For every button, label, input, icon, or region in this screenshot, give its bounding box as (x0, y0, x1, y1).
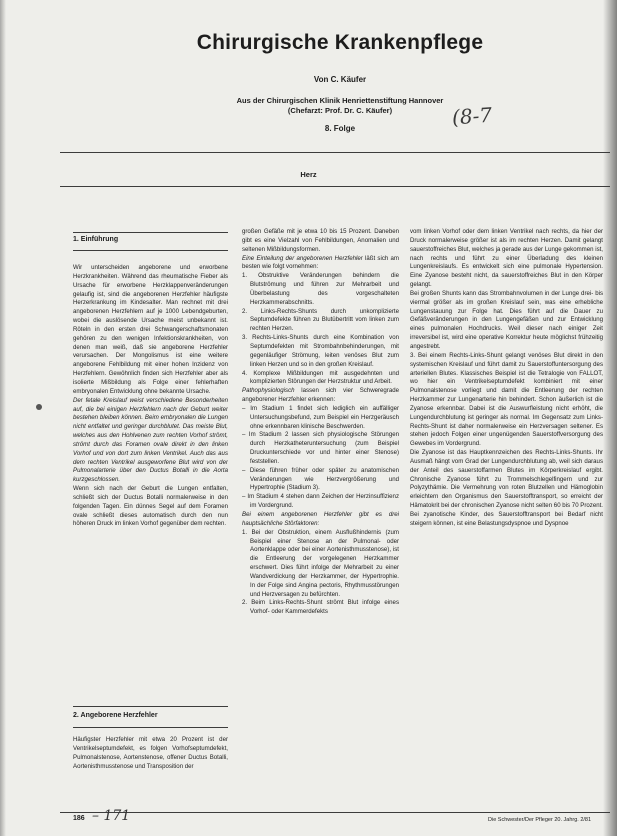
paragraph: Wir unterscheiden angeborene und erworbene Herzkrankheiten. Während das rheumatische Fieber als Ursache für erworbene Herzklappenveränderungen gelaufig ist, sind die angeborenen Herzfehler häufigste Herzerkrankung im Kindesalter. Man rechnet mit drei angeborenen Herzfehlern auf je 1000 Lebendgeburten, wobei die auslösende Ursache meist unbekannt ist. Röteln in den ersten drei Schwangerschaftsmonaten gehören zu den wenigen Infektionskrankheiten, von denen man weiß, daß sie angeborene Herzfehler verursachen. Der Mongolismus ist eine weitere angeborene Fehlbildung mit einer hohen Inzidenz von Herzfehlern. Gewöhnlich finden sich Herzfehler aber als isolierte Mißbildung als Folge einer fehlerhaften embryonalen Entwicklung ohne bekannte Ursache. (73, 264, 228, 395)
column-3 (410, 228, 603, 813)
divider-section (60, 186, 610, 187)
paragraph: Die Zyanose ist das Hauptkennzeichen des Rechts-Links-Shunts. Ihr Ausmaß hängt vom Grad der Lungendurchblutung ab, weil sich daraus der Anteil des sauerstoffarmen Blutes im Körperkreislauf ergibt. Chronische Zyanose führt zu Trommelschlegelfingern und zur Polyzythämie. Die Vermehrung von roten Blutzellen und Hämoglobin erleichtern den Organismus den Sauerstofftransport, so erreicht der Hämatokrit bei der chronischen Zyanose nicht selten 60 bis 70 Prozent. Bei zyanotische Kinder, des Sauerstofftransport bei Bedarf nicht steigern können, ist eine Belastungsdyspnoe und Dyspnoe (410, 449, 603, 527)
list-item: – Diese führen früher oder später zu anatomischen Veränderungen wie Herzvergrößerung und Hypertrophie (Stadium 3). (242, 466, 399, 492)
paragraph: großen Gefäße mit je etwa 10 bis 15 Prozent. Daneben gibt es eine Vielzahl von Fehlbildungen, Anomalien und seltenen Mißbildungsformen. (242, 228, 399, 253)
list-item: 1. Obstruktive Veränderungen behindern die Blutströmung und führen zur Mehrarbeit und Überbelastung des vorgeschalteten Herzkammerabschnitts. (242, 272, 399, 306)
margin-mark (36, 404, 42, 410)
list-item: – Im Stadium 2 lassen sich physiologische Störungen durch Herzkatheteruntersuchung (zum Beispiel Druckunterschiede vor und hinter einer Stenose) feststellen. (242, 431, 399, 465)
heading-einfuehrung: 1. Einführung (73, 236, 119, 243)
handwritten-note: (8-7 (451, 102, 493, 130)
page-number: 186 (73, 815, 85, 822)
heading-rule-2b (73, 727, 228, 728)
heading-rule-2 (73, 706, 228, 707)
list-item: 1. Bei der Obstruktion, einem Ausflußhindernis (zum Beispiel einer Stenose an der Pulmonal- oder Aortenklappe oder bei einer Aortenisthmusstenose), ist die Entleerung der vorgelegenen Herzkammer erschwert. Dies führt infolge der Mehrarbeit zu einer Wandverdickung der Herzkammer, der Hypertrophie. In der Folge sind Angina pectoris, Rhythmusstörungen und Herzversagen zu befürchten. (242, 528, 399, 598)
paragraph: Bei großen Shunts kann das Strombahnvolumen in der Lunge drei- bis viermal größer als im großen Kreislauf sein, was eine erhebliche Lungenstauung zur Folge hat. Dies führt auf die Dauer zu Gefäßveränderungen in den Lungengefäßen und zur Entwicklung eines pulmonalen Hochdrucks. Weil dieser nach einiger Zeit irreversibel ist, wird eine operative Korrektur heute möglichst frühzeitig angestrebt. (410, 289, 603, 350)
paragraph (242, 387, 399, 405)
paragraph: Bei einem angeborenen Herzfehler gibt es drei hauptsächliche Störfaktoren: (242, 511, 399, 527)
paragraph: Der fetale Kreislauf weist verschiedene Besonderheiten auf, die bei einigen Herzfehlern nach der Geburt weiter bestehen bleiben können. Beim embryonalen die Lungen nicht entfaltet und geringer durchblutet. Das meiste Blut, welches aus den Hohlvenen zum rechten Vorhof strömt, strömt durch das Foramen ovale direkt in den linken Vorhof und von dort zum linken Ventrikel. Auch das aus dem rechten Ventrikel ausgeworfene Blut wird von der Pulmonalarterie über den Ductus Botalli in die Aorta kurzgeschlossen. (73, 396, 228, 484)
inline-emphasis: Pathophysiologisch (242, 387, 295, 395)
article-author: Von C. Käufer (313, 75, 367, 84)
column-1 (73, 264, 228, 704)
heading-rule-1b (73, 250, 228, 251)
paragraph: vom linken Vorhof oder dem linken Ventrikel nach rechts, da hier der Druck normalerweise größer ist als im rechten Herzen. Damit gelangt sauerstoffreiches Blut, welches ja gerade aus der Lunge gekommen ist, nach rechts und führt zu einer Überladung des kleinen Lungenkreislaufs. Es entwickelt sich eine pulmonale Hypertension. Eine Zyanose besteht nicht, da sauerstoffreiches Blut in den Körper gelangt. (410, 228, 603, 289)
affiliation-line-2: (Chefarzt: Prof. Dr. C. Käufer) (287, 106, 393, 115)
list-item: 4. Komplexe Mißbildungen mit ausgedehnten und komplizierten Störungen der Herzstruktur und Arbeit. (242, 369, 399, 386)
inline-text: lassen sich vier Schweregrade angeborener Herzfehler erkennen: (242, 387, 399, 404)
article-title: Chirurgische Krankenpflege (196, 31, 484, 54)
affiliation-line-1: Aus der Chirurgischen Klinik Henriettenstiftung Hannover (236, 96, 444, 105)
column-2 (242, 228, 399, 813)
list-item: 2. Links-Rechts-Shunts durch unkomplizierte Septumdefekte führen zu Blutübertritt vom linken zum rechten Herzen. (242, 307, 399, 333)
scan-shadow-left (0, 0, 6, 836)
paragraph: Häufigster Herzfehler mit etwa 20 Prozent ist der Ventrikelseptumdefekt, es folgen Vorhofseptumdefekt, Pulmonalstenose, Aortenstenose, offener Ductus Botalli, Aortenisthmusstenose und Transposition der (73, 736, 228, 770)
journal-reference: Die Schwester/Der Pfleger 20. Jahrg. 2/81 (488, 817, 592, 823)
list-item: 3. Rechts-Links-Shunts durch eine Kombination von Septumdefekten mit Strombahnbehinderungen, mit gegenläufiger Strömung, leiten venöses Blut zum linken Herzen und so in den großen Kreislauf. (242, 334, 399, 368)
scan-shadow-right (603, 0, 617, 836)
column-1-continued (73, 736, 228, 816)
list-item: – Im Stadium 1 findet sich lediglich ein auffälliger Untersuchungsbefund, zum Beispiel ein Herzgeräusch ohne erkennbaren klinische Beschwerden. (242, 404, 399, 430)
inline-emphasis: Eine Einteilung der angeborenen Herzfehler (242, 254, 363, 262)
divider-top (60, 152, 610, 153)
series-part: 8. Folge (324, 124, 356, 133)
paragraph: 3. Bei einem Rechts-Links-Shunt gelangt venöses Blut direkt in den systemischen Kreislauf und führt damit zu Sauerstoffuntersorgung des arteriellen Blutes. Klassisches Beispiel ist die Tetralogie von FALLOT, wo hier ein Ventrikelseptumdefekt kombiniert mit einer Pulmonalstenose vorliegt und damit die Entleerung der rechten Herzkammer zur Lungenarterie hin behindert. Schon äußerlich ist die Zyanose erkennbar. Dabei ist die Auswurfleistung nicht erhöht, die Lungendurchblutung ist geringer als normal. Im Gegensatz zum Links-Rechts-Shunt ist daher normalerweise ein Herzversagen seltener. Es stehen jedoch Folgen einer ungenügenden Sauerstoffversorgung des Gewebes im Vordergrund. (410, 351, 603, 448)
list-item: 2. Beim Links-Rechts-Shunt strömt Blut infolge eines Vorhof- oder Kammerdefekts (242, 599, 399, 616)
handwritten-page-number: – 171 (92, 808, 131, 824)
divider-footer (60, 812, 610, 813)
paragraph: Wenn sich nach der Geburt die Lungen entfalten, schließt sich der Ductus Botalli normalerweise in den folgenden Tagen. Ein dünnes Segel auf dem Foramen ovale schließt dieses automatisch durch den nun höheren Druck im linken Vorhof gegenüber dem rechten. (73, 485, 228, 528)
heading-rule-1 (73, 232, 228, 233)
heading-angeborene-herzfehler: 2. Angeborene Herzfehler (73, 712, 158, 719)
section-heading: Herz (300, 170, 317, 179)
inline-text: läßt sich am besten wie folgt vornehmen: (242, 254, 399, 271)
list-item: – Im Stadium 4 stehen dann Zeichen der Herzinsuffizienz im Vordergrund. (242, 493, 399, 510)
paragraph (242, 255, 399, 273)
